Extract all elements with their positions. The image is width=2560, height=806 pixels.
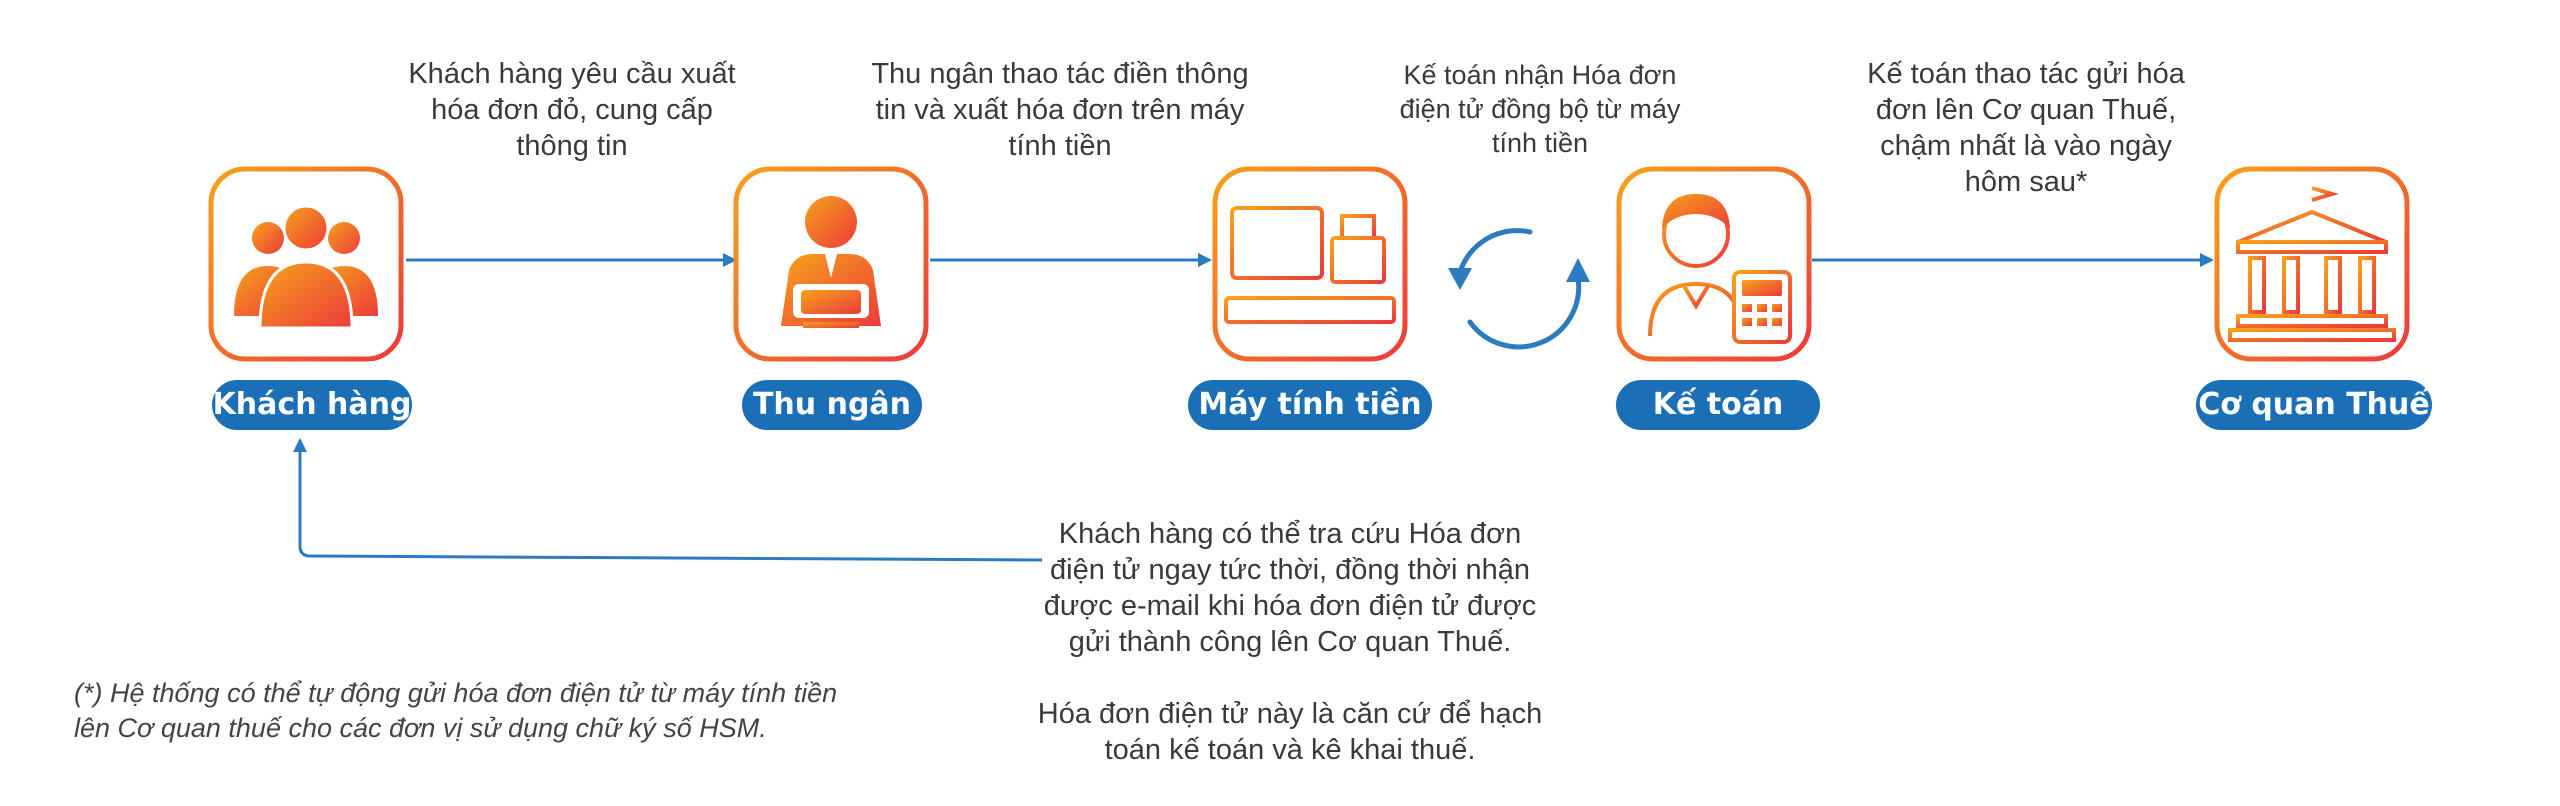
feedback-line: Hóa đơn điện tử này là căn cứ để hạch [1037, 698, 1543, 730]
desc-line: Khách hàng yêu cầu xuất [408, 58, 736, 90]
node-label-register: Máy tính tiền [1188, 380, 1432, 430]
desc-line: đơn lên Cơ quan Thuế, [1875, 94, 2177, 126]
feedback-line: gửi thành công lên Cơ quan Thuế. [1068, 626, 1512, 658]
desc-line: Kế toán nhận Hóa đơn [1403, 60, 1677, 90]
feedback-line: được e-mail khi hóa đơn điện tử được [1043, 590, 1537, 622]
sync-arrowhead-right [1566, 258, 1590, 282]
cashier-icon [733, 166, 929, 362]
node-label-cashier: Thu ngân [742, 380, 922, 430]
feedback-text [1010, 516, 1570, 660]
accountant-icon [1616, 166, 1812, 362]
step-desc-customer [372, 56, 772, 164]
tax-office-icon [2214, 166, 2410, 362]
feedback-line: Khách hàng có thể tra cứu Hóa đơn [1058, 518, 1522, 550]
step-desc-register [1350, 58, 1730, 160]
arrow-feedback-to-customer [300, 440, 1042, 560]
desc-line: Kế toán thao tác gửi hóa [1867, 58, 2185, 90]
desc-line: chậm nhất là vào ngày [1880, 130, 2172, 162]
cash-register-icon [1212, 166, 1408, 362]
customers-icon [208, 166, 404, 362]
feedback-text-2 [1010, 696, 1570, 768]
node-label-accountant: Kế toán [1616, 380, 1820, 430]
desc-line: tin và xuất hóa đơn trên máy [875, 94, 1245, 126]
desc-line: hóa đơn đỏ, cung cấp [431, 94, 713, 126]
sync-arrowhead-left [1448, 268, 1472, 290]
footnote-line: (*) Hệ thống có thể tự động gửi hóa đơn điện tử từ máy tính tiền [74, 678, 838, 708]
step-desc-accountant [1836, 56, 2216, 200]
desc-line: thông tin [516, 130, 628, 162]
sync-cycle-icon [1460, 231, 1579, 347]
desc-line: tính tiền [1008, 130, 1112, 162]
step-desc-cashier [840, 56, 1280, 164]
node-label-tax-office: Cơ quan Thuế [2196, 380, 2432, 430]
desc-line: Thu ngân thao tác điền thông [871, 58, 1249, 90]
feedback-line: toán kế toán và kê khai thuế. [1104, 734, 1476, 766]
footnote-line: lên Cơ quan thuế cho các đơn vị sử dụng chữ ký số HSM. [74, 713, 767, 743]
feedback-line: điện tử ngay tức thời, đồng thời nhận [1050, 554, 1530, 586]
node-label-customer: Khách hàng [212, 380, 412, 430]
desc-line: tính tiền [1491, 128, 1589, 158]
desc-line: điện tử đồng bộ từ máy [1399, 94, 1681, 124]
desc-line: hôm sau* [1964, 166, 2088, 198]
footnote [74, 676, 994, 746]
